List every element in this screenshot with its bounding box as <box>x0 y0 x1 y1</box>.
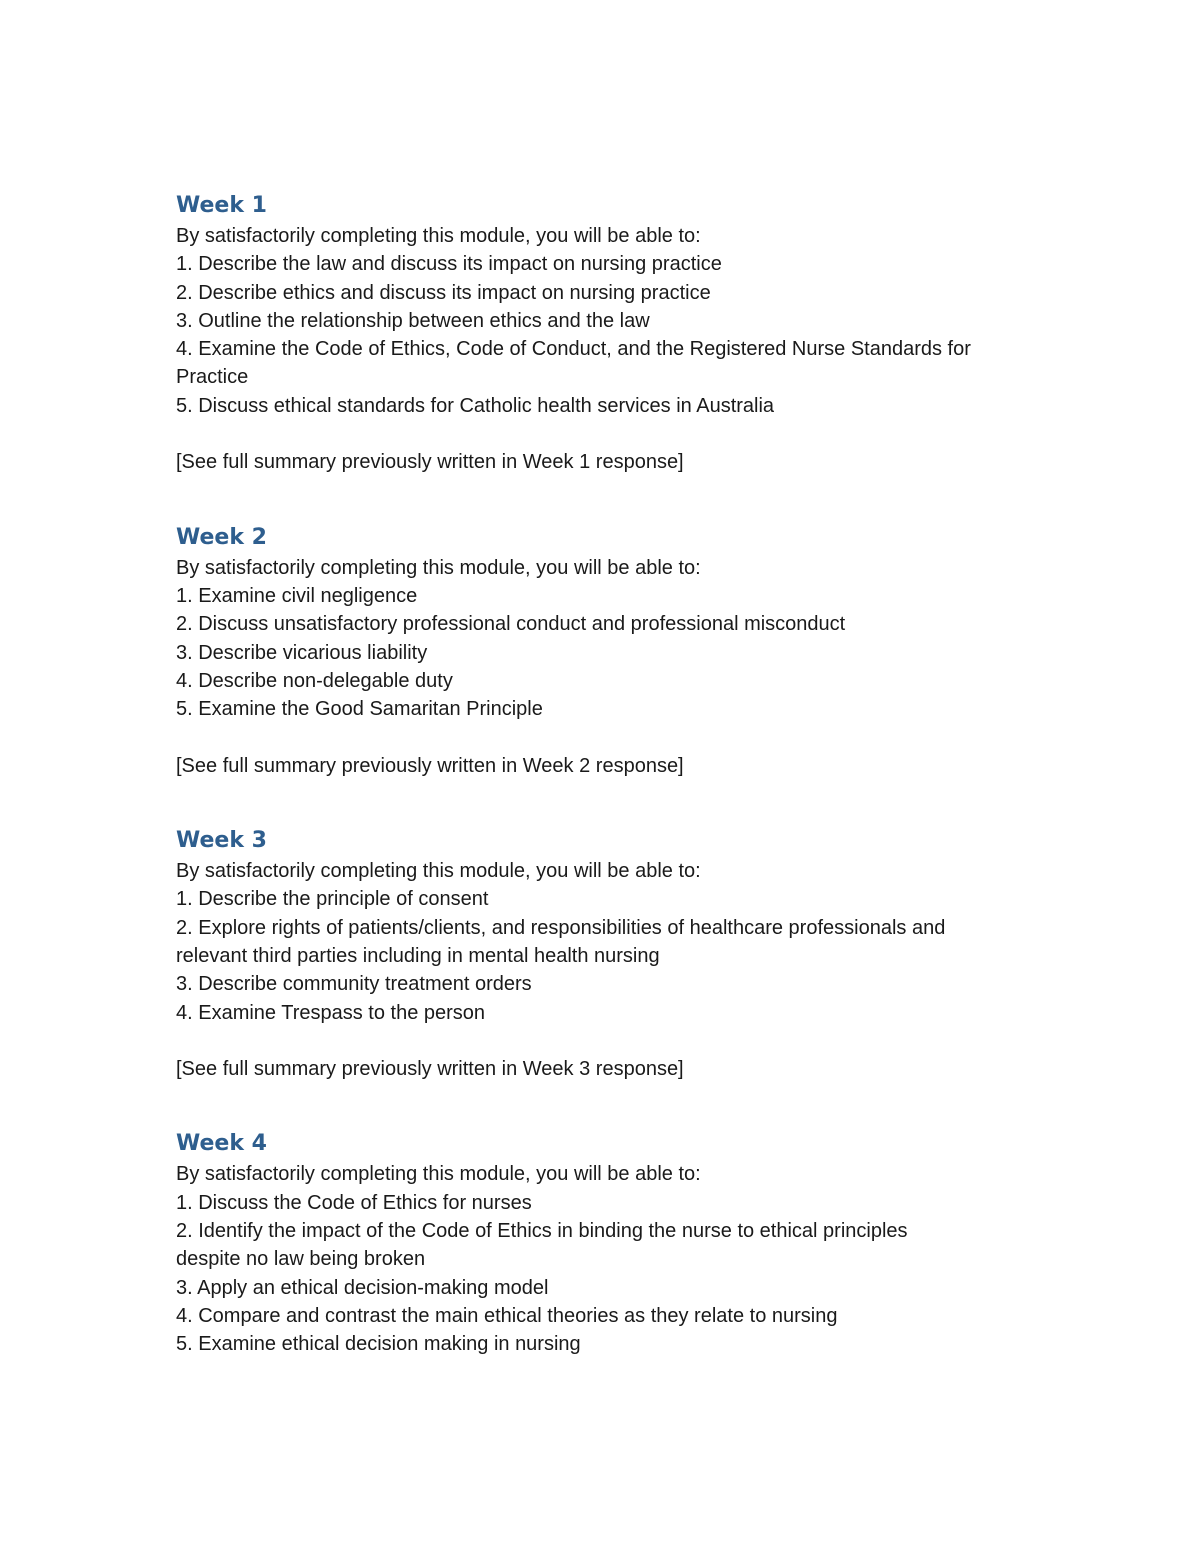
week-heading: Week 3 <box>176 828 267 854</box>
section-gap <box>176 477 1036 522</box>
learning-outcome: 4. Describe non-delegable duty <box>176 669 453 692</box>
learning-outcome: 2. Explore rights of patients/clients, and responsibilities of healthcare professionals and relevant third parties including in mental health nursing <box>176 916 951 967</box>
document-page <box>176 190 1036 1359</box>
learning-outcome: 2. Identify the impact of the Code of Ethics in binding the nurse to ethical principles despite no law being broken <box>176 1220 914 1271</box>
week-2-section <box>176 522 1036 780</box>
learning-outcome: 3. Describe vicarious liability <box>176 641 428 664</box>
learning-outcome: 1. Describe the law and discuss its impact on nursing practice <box>176 253 722 276</box>
module-intro: By satisfactorily completing this module, you will be able to: <box>176 556 701 579</box>
learning-outcome: 4. Examine Trespass to the person <box>176 1001 486 1024</box>
week-3-section <box>176 825 1036 1083</box>
spacer <box>176 723 1036 751</box>
section-gap <box>176 1083 1036 1128</box>
learning-outcome: 5. Examine ethical decision making in nursing <box>176 1333 581 1356</box>
learning-outcome: 3. Apply an ethical decision-making model <box>176 1276 549 1299</box>
learning-outcome: 5. Examine the Good Samaritan Principle <box>176 698 543 721</box>
week-heading: Week 4 <box>176 1131 267 1157</box>
section-gap <box>176 780 1036 825</box>
summary-note: [See full summary previously written in Week 2 response] <box>176 754 684 777</box>
learning-outcome: 1. Examine civil negligence <box>176 584 418 607</box>
summary-note: [See full summary previously written in Week 1 response] <box>176 451 684 474</box>
spacer <box>176 1027 1036 1055</box>
learning-outcome: 5. Discuss ethical standards for Catholic health services in Australia <box>176 394 775 417</box>
module-intro: By satisfactorily completing this module, you will be able to: <box>176 1163 701 1186</box>
learning-outcome: 1. Describe the principle of consent <box>176 888 489 911</box>
week-heading: Week 2 <box>176 524 267 550</box>
spacer <box>176 420 1036 448</box>
module-intro: By satisfactorily completing this module, you will be able to: <box>176 225 701 247</box>
learning-outcome: 2. Describe ethics and discuss its impact on nursing practice <box>176 281 711 304</box>
learning-outcome: 3. Describe community treatment orders <box>176 973 532 996</box>
module-intro: By satisfactorily completing this module, you will be able to: <box>176 860 701 883</box>
week-heading: Week 1 <box>176 193 267 218</box>
learning-outcome: 3. Outline the relationship between ethics and the law <box>176 309 650 332</box>
week-4-section <box>176 1128 1036 1358</box>
learning-outcome: 1. Discuss the Code of Ethics for nurses <box>176 1191 532 1214</box>
learning-outcome: 2. Discuss unsatisfactory professional conduct and professional misconduct <box>176 613 846 636</box>
summary-note: [See full summary previously written in Week 3 response] <box>176 1058 684 1081</box>
learning-outcome: 4. Compare and contrast the main ethical theories as they relate to nursing <box>176 1304 838 1327</box>
week-1-section <box>176 190 1036 477</box>
learning-outcome: 4. Examine the Code of Ethics, Code of Conduct, and the Registered Nurse Standards for Practice <box>176 338 977 389</box>
